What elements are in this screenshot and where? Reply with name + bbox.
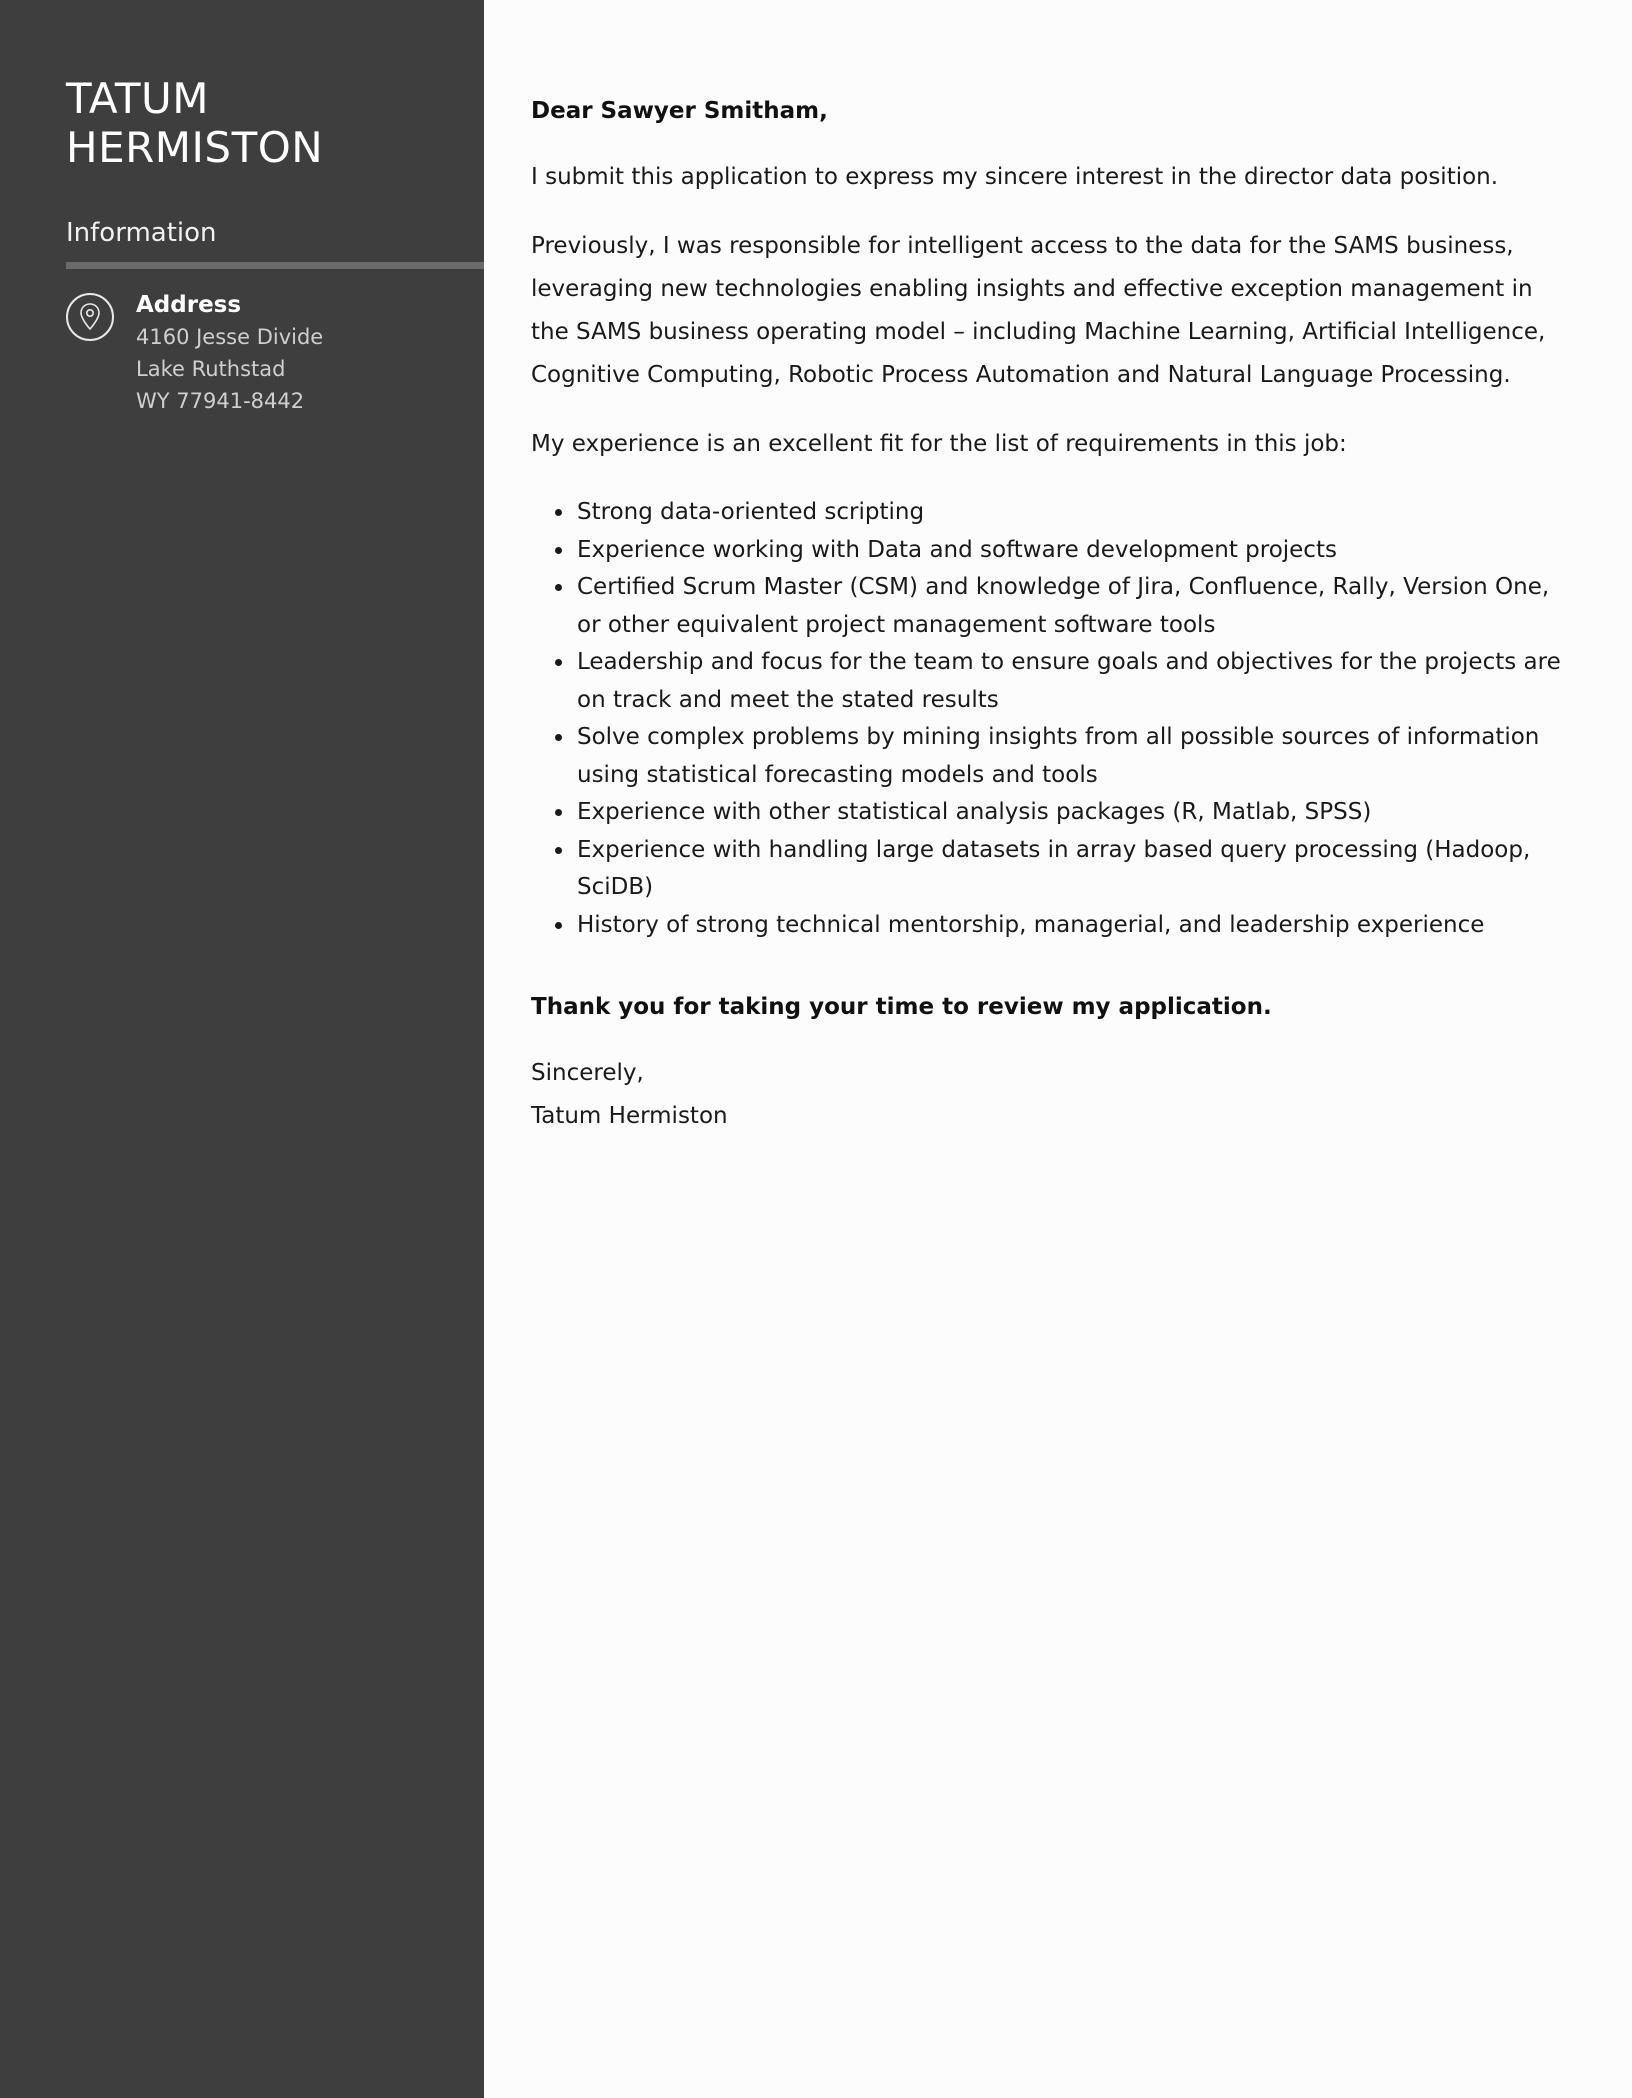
sidebar <box>0 0 484 2098</box>
signature-name: Tatum Hermiston <box>531 1103 728 1129</box>
list-item: • Strong data-oriented scripting <box>575 494 1572 532</box>
information-heading: Information <box>66 218 217 248</box>
thank-you-line: Thank you for taking your time to review my application. <box>531 994 1272 1020</box>
address-state-zip: WY 77941-8442 <box>136 389 305 413</box>
letter-body <box>484 0 1632 2098</box>
salutation: Dear Sawyer Smitham, <box>531 98 828 124</box>
closing-block <box>531 1052 1572 1138</box>
applicant-first-name: TATUM <box>66 74 209 123</box>
list-item: • Leadership and focus for the team to ensure goals and objectives for the projects are on track and meet the stated results <box>575 644 1572 719</box>
list-item: • Experience with handling large datasets in array based query processing (Hadoop, SciDB) <box>575 832 1572 907</box>
list-item: • History of strong technical mentorship, managerial, and leadership experience <box>575 907 1572 945</box>
applicant-last-name: HERMISTON <box>66 123 324 172</box>
address-city: Lake Ruthstad <box>136 357 286 381</box>
requirements-list <box>531 494 1572 944</box>
list-item: • Experience working with Data and software development projects <box>575 532 1572 570</box>
location-pin-icon <box>66 293 114 341</box>
information-divider <box>66 262 484 269</box>
address-block <box>66 289 484 417</box>
fit-paragraph: My experience is an excellent fit for the list of requirements in this job: <box>531 431 1347 457</box>
address-text <box>136 289 323 417</box>
address-street: 4160 Jesse Divide <box>136 325 324 349</box>
list-item: • Solve complex problems by mining insights from all possible sources of information using statistical forecasting models and tools <box>575 719 1572 794</box>
experience-paragraph: Previously, I was responsible for intelligent access to the data for the SAMS business, leveraging new technologies enabling insights and effective exception management in the SAMS business operating model – including Machine Learning, Artificial Intelligence, Cognitive Computing, Robotic Process Automation and Natural Language Processing. <box>531 233 1546 388</box>
applicant-name <box>66 74 484 172</box>
list-item: • Certified Scrum Master (CSM) and knowledge of Jira, Confluence, Rally, Version One, or other equivalent project management software tools <box>575 569 1572 644</box>
list-item: • Experience with other statistical analysis packages (R, Matlab, SPSS) <box>575 794 1572 832</box>
address-label: Address <box>136 292 242 318</box>
intro-paragraph: I submit this application to express my sincere interest in the director data position. <box>531 164 1499 190</box>
closing-word: Sincerely, <box>531 1060 644 1086</box>
